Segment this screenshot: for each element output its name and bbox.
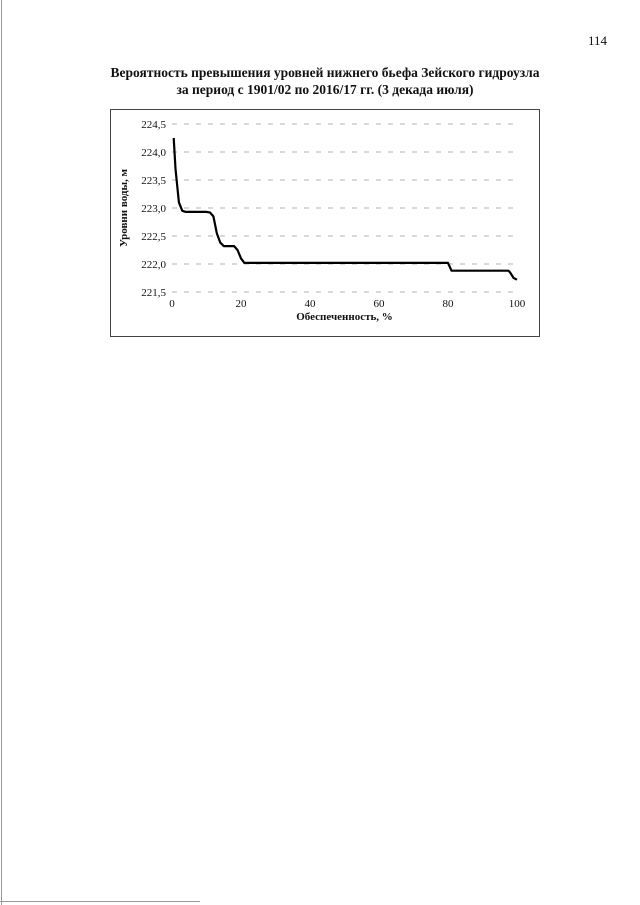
x-tick-label: 20 bbox=[235, 298, 247, 310]
y-tick-label: 223,0 bbox=[141, 203, 166, 215]
y-tick-label: 223,5 bbox=[141, 175, 166, 187]
chart-plot bbox=[111, 110, 541, 338]
y-tick-label: 221,5 bbox=[141, 287, 166, 299]
chart-title-line-1: Вероятность превышения уровней нижнего бьефа Зейского гидроузла bbox=[110, 65, 540, 80]
x-tick-label: 100 bbox=[508, 298, 526, 310]
chart-frame bbox=[110, 109, 540, 337]
x-tick-label: 0 bbox=[169, 298, 175, 310]
x-tick-label: 40 bbox=[304, 298, 316, 310]
x-tick-label: 60 bbox=[373, 298, 385, 310]
y-axis-label: Уровни воды, м bbox=[118, 168, 130, 248]
x-axis-label: Обеспеченность, % bbox=[296, 311, 393, 323]
chart-title-line-2: за период с 1901/02 по 2016/17 гг. (3 декада июля) bbox=[176, 82, 474, 97]
scan-edge-left bbox=[1, 0, 2, 905]
y-tick-label: 224,0 bbox=[141, 147, 166, 159]
y-tick-label: 222,5 bbox=[141, 231, 166, 243]
page-number: 114 bbox=[588, 33, 608, 48]
y-tick-label: 222,0 bbox=[141, 259, 166, 271]
scan-edge-bottom bbox=[0, 901, 200, 902]
y-tick-label: 224,5 bbox=[141, 119, 166, 131]
chart-title bbox=[110, 64, 540, 98]
series-line bbox=[174, 138, 517, 280]
x-tick-label: 80 bbox=[442, 298, 454, 310]
